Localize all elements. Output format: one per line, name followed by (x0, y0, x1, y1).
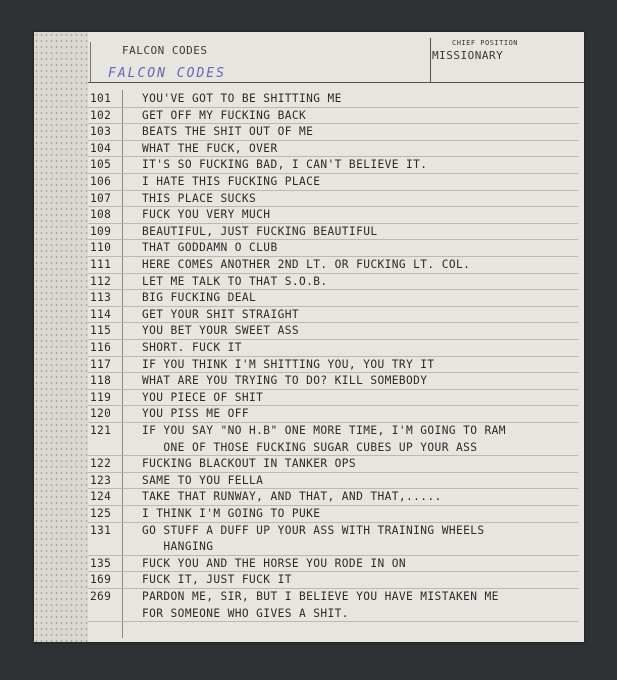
code-meaning: I HATE THIS FUCKING PLACE (142, 175, 321, 188)
row-rule (88, 405, 578, 406)
code-meaning: TAKE THAT RUNWAY, AND THAT, AND THAT,..... (142, 490, 442, 504)
document-page (34, 32, 584, 642)
code-meaning: THIS PLACE SUCKS (142, 191, 257, 205)
row-rule (88, 555, 578, 556)
handwritten-title: FALCON CODES (108, 66, 226, 81)
code-number: 118 (90, 374, 112, 388)
row-rule (88, 571, 578, 572)
row-rule (88, 239, 578, 240)
code-meaning: HANGING (142, 540, 214, 554)
code-number: 119 (90, 390, 112, 404)
code-meaning: SAME TO YOU FELLA (142, 473, 264, 487)
code-meaning: LET ME TALK TO THAT S.O.B. (142, 274, 328, 288)
code-number: 105 (90, 158, 112, 172)
code-number: 122 (90, 457, 112, 471)
code-meaning: IF YOU THINK I'M SHITTING YOU, YOU TRY IT (142, 357, 435, 371)
row-rule (88, 123, 578, 124)
row-rule (88, 107, 578, 108)
code-meaning: IF YOU SAY "NO H.B" ONE MORE TIME, I'M GOING TO RAM (142, 424, 506, 437)
code-entry (34, 590, 584, 623)
row-rule (88, 488, 578, 489)
code-meaning: WHAT THE FUCK, OVER (142, 141, 278, 155)
code-meaning: FUCK IT, JUST FUCK IT (142, 573, 292, 587)
code-meaning: FUCK YOU AND THE HORSE YOU RODE IN ON (142, 556, 407, 570)
row-rule (88, 472, 578, 473)
code-number: 115 (90, 324, 112, 338)
code-meaning: BEAUTIFUL, JUST FUCKING BEAUTIFUL (142, 224, 378, 238)
document-title: FALCON CODES (122, 44, 208, 57)
code-number: 114 (90, 307, 112, 321)
code-meaning: ONE OF THOSE FUCKING SUGAR CUBES UP YOUR ASS (142, 440, 478, 454)
chief-position-value: MISSIONARY (432, 49, 504, 62)
code-number: 125 (90, 507, 112, 520)
code-number: 116 (90, 341, 112, 354)
code-number: 104 (90, 141, 112, 155)
code-meaning: YOU'VE GOT TO BE SHITTING ME (142, 92, 342, 105)
code-number: 112 (90, 274, 112, 288)
row-rule (88, 256, 578, 257)
code-meaning: HERE COMES ANOTHER 2ND LT. OR FUCKING LT. COL. (142, 258, 471, 271)
row-rule (88, 156, 578, 157)
code-number: 111 (90, 258, 112, 271)
code-number: 123 (90, 473, 112, 487)
code-number: 113 (90, 291, 112, 305)
code-number: 107 (90, 191, 112, 205)
row-rule (88, 273, 578, 274)
code-entry (34, 424, 584, 457)
code-meaning: FUCKING BLACKOUT IN TANKER OPS (142, 457, 357, 471)
row-rule (88, 356, 578, 357)
code-meaning: FUCK YOU VERY MUCH (142, 208, 271, 222)
header-left-rule (90, 42, 91, 82)
code-number: 121 (90, 424, 112, 437)
row-rule (88, 372, 578, 373)
code-meaning: SHORT. FUCK IT (142, 341, 242, 354)
code-number: 135 (90, 556, 112, 570)
code-number: 269 (90, 590, 112, 603)
code-meaning: THAT GODDAMN O CLUB (142, 241, 278, 255)
code-number: 169 (90, 573, 112, 587)
code-number: 131 (90, 523, 112, 537)
code-meaning: GET YOUR SHIT STRAIGHT (142, 307, 299, 321)
code-number: 102 (90, 108, 112, 122)
row-rule (88, 223, 578, 224)
code-meaning: IT'S SO FUCKING BAD, I CAN'T BELIEVE IT. (142, 158, 428, 172)
code-meaning: FOR SOMEONE WHO GIVES A SHIT. (142, 606, 349, 620)
row-rule (88, 422, 578, 423)
code-meaning: BEATS THE SHIT OUT OF ME (142, 125, 314, 139)
row-rule (88, 389, 578, 390)
code-number: 108 (90, 208, 112, 222)
code-meaning: YOU PIECE OF SHIT (142, 390, 264, 404)
row-rule (88, 190, 578, 191)
code-number: 120 (90, 407, 112, 421)
code-meaning: BIG FUCKING DEAL (142, 291, 257, 305)
header-rule (88, 82, 584, 83)
row-rule (88, 289, 578, 290)
code-meaning: PARDON ME, SIR, BUT I BELIEVE YOU HAVE MISTAKEN ME (142, 590, 499, 603)
code-number: 117 (90, 357, 112, 371)
header-divider (430, 38, 431, 82)
row-rule (88, 621, 578, 622)
code-meaning: I THINK I'M GOING TO PUKE (142, 507, 321, 520)
code-entry (34, 524, 584, 557)
code-meaning: YOU PISS ME OFF (142, 407, 250, 421)
row-rule (88, 339, 578, 340)
code-meaning: YOU BET YOUR SWEET ASS (142, 324, 299, 338)
code-number: 110 (90, 241, 112, 255)
row-rule (88, 505, 578, 506)
code-meaning: GET OFF MY FUCKING BACK (142, 108, 307, 122)
code-meaning: GO STUFF A DUFF UP YOUR ASS WITH TRAINING WHEELS (142, 523, 485, 537)
row-rule (88, 140, 578, 141)
chief-position-label: CHIEF POSITION (452, 39, 519, 47)
code-meaning: WHAT ARE YOU TRYING TO DO? KILL SOMEBODY (142, 374, 428, 388)
code-number: 103 (90, 125, 112, 139)
code-number: 124 (90, 490, 112, 504)
code-number: 101 (90, 92, 112, 105)
row-rule (88, 322, 578, 323)
code-number: 106 (90, 175, 112, 188)
row-rule (88, 455, 578, 456)
code-number: 109 (90, 224, 112, 238)
row-rule (88, 173, 578, 174)
row-rule (88, 306, 578, 307)
row-rule (88, 588, 578, 589)
row-rule (88, 206, 578, 207)
row-rule (88, 522, 578, 523)
